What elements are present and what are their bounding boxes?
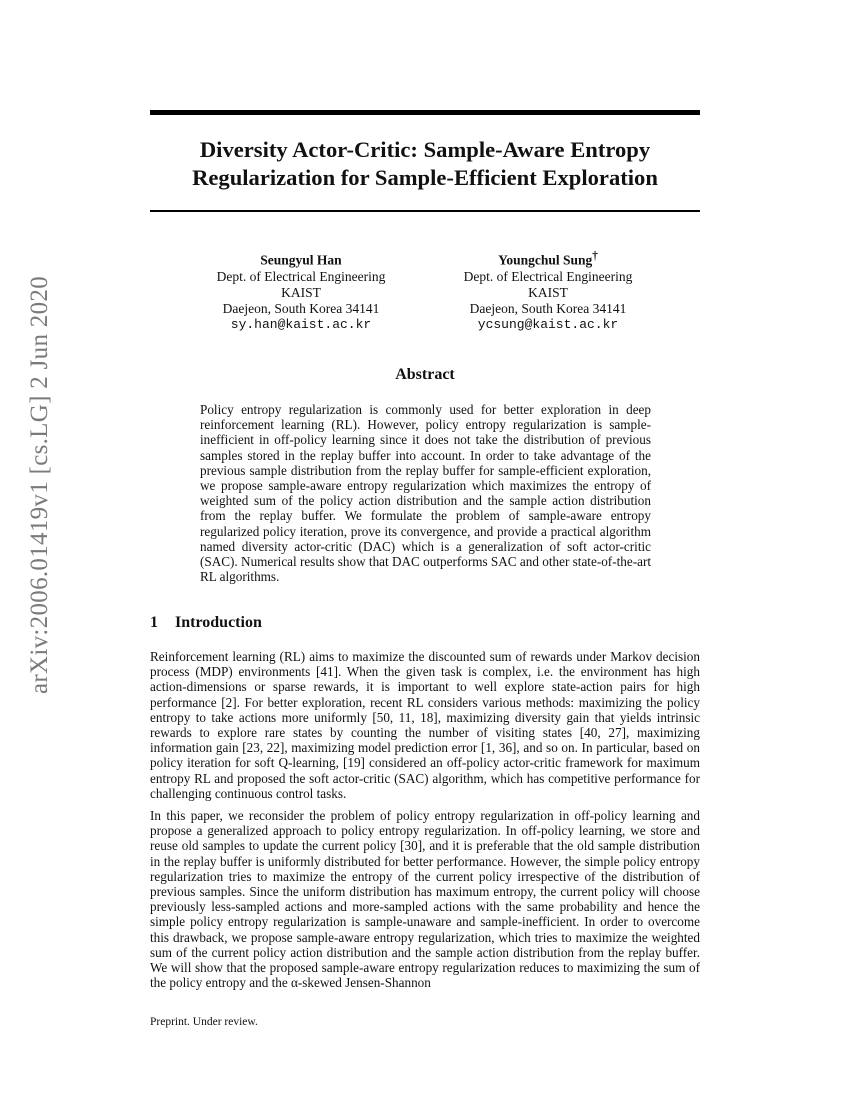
author-address: Daejeon, South Korea 34141	[222, 300, 380, 316]
title-rule-bottom	[150, 210, 700, 212]
intro-paragraph-2: In this paper, we reconsider the problem of policy entropy regularization in off-policy learning and propose a generalized approach to policy entropy regularization. In off-policy learning, we store and reuse old samples to update the current policy [30], and it is preferable that the old sample distribution in the replay buffer is uniformly distributed for better performance. However, the simple policy entropy regularization tries to maximize the entropy of the current policy irrespective of the distribution of previous samples. Since the uniform distribution has maximum entropy, the current policy will choose previously less-sampled actions and more-sampled actions with the same probability and hence the simple policy entropy regularization is sample-unaware and sample-inefficient. In order to overcome this drawback, we propose sample-aware entropy regularization, which tries to maximize the weighted sum of the current policy action distribution and the sample action distribution from the replay buffer. We will show that the proposed sample-aware entropy regularization reduces to maximizing the sum of the policy entropy and the α-skewed Jensen-Shannon	[150, 808, 700, 991]
footer-note: Preprint. Under review.	[150, 1016, 258, 1028]
author-name: Youngchul Sung†	[498, 250, 598, 268]
abstract-text: Policy entropy regularization is commonly used for better exploration in deep reinforcement learning (RL). However, policy entropy regularization is sample-inefficient in off-policy learning since it does not take the distribution of previous samples stored in the replay buffer into account. In order to take advantage of the previous sample distribution from the replay buffer for sample-efficient exploration, we propose sample-aware entropy regularization which maximizes the entropy of weighted sum of the policy action distribution and the sample action distribution from the replay buffer. We formulate the problem of sample-aware entropy regularized policy iteration, prove its convergence, and provide a practical algorithm named diversity actor-critic (DAC) which is a generalization of soft actor-critic (SAC). Numerical results show that DAC outperforms SAC and other state-of-the-art RL algorithms.	[200, 402, 651, 585]
author-name: Seungyul Han	[260, 252, 342, 268]
paper-title: Diversity Actor-Critic: Sample-Aware Entropy Regularization for Sample-Efficient Exploration	[192, 137, 658, 190]
title-rule-top	[150, 110, 700, 115]
author-block-1	[166, 248, 436, 333]
author-email[interactable]: sy.han@kaist.ac.kr	[230, 316, 372, 332]
abstract-heading: Abstract	[395, 366, 455, 383]
arxiv-stamp-text: arXiv:2006.01419v1 [cs.LG] 2 Jun 2020	[26, 276, 53, 694]
author-block-2	[413, 248, 683, 333]
author-institution: KAIST	[528, 284, 568, 300]
arxiv-stamp	[20, 276, 60, 694]
dagger-mark: †	[592, 250, 598, 262]
section-heading	[150, 614, 700, 632]
intro-paragraph-1: Reinforcement learning (RL) aims to maximize the discounted sum of rewards under Markov decision process (MDP) environments [41]. When the given task is complex, i.e. the environment has high action-dimensions or sparse rewards, it is important to well explore state-action pairs for high performance [2]. For better exploration, recent RL considers various methods: maximizing the policy entropy to take actions more uniformly [50, 11, 18], maximizing diversity gain that yields intrinsic rewards to explore rare states by counting the number of visiting states [40, 27], maximizing information gain [23, 22], maximizing model prediction error [1, 36], and so on. In particular, based on policy iteration for soft Q-learning, [19] considered an off-policy actor-critic framework for maximum entropy RL and proposed the soft actor-critic (SAC) algorithm, which has competitive performance for challenging continuous control tasks.	[150, 649, 700, 801]
author-dept: Dept. of Electrical Engineering	[216, 268, 386, 284]
author-institution: KAIST	[281, 284, 321, 300]
section-title: Introduction	[175, 614, 262, 631]
author-dept: Dept. of Electrical Engineering	[463, 268, 633, 284]
author-email[interactable]: ycsung@kaist.ac.kr	[477, 316, 619, 332]
section-number: 1	[150, 614, 158, 631]
author-address: Daejeon, South Korea 34141	[469, 300, 627, 316]
